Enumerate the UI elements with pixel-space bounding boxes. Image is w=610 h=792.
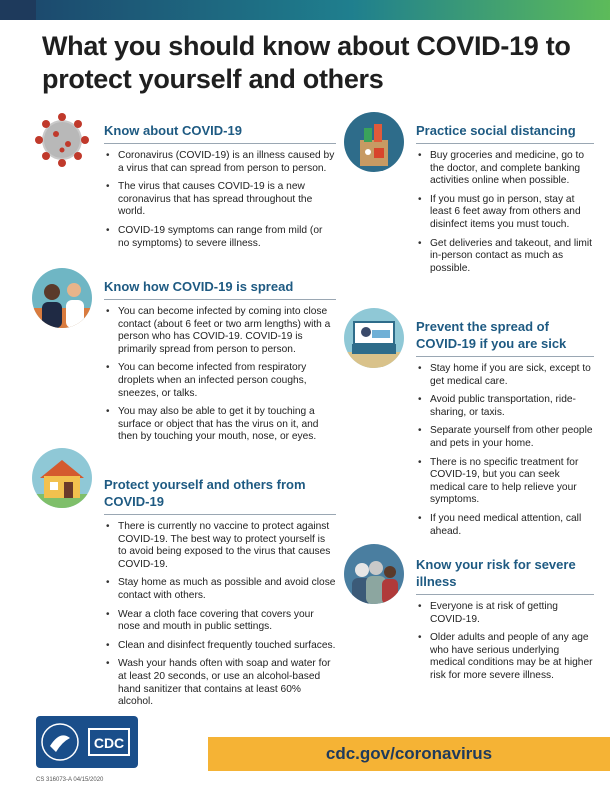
section-heading: Practice social distancing — [416, 123, 576, 138]
list-item: • Wash your hands often with soap and water for at least 20 seconds, or use an alcohol-based hand sanitizer that contains at least 60% alcohol. — [118, 658, 336, 708]
top-banner-dark-block — [0, 0, 36, 20]
list-item: • COVID-19 symptoms can range from mild (or no symptoms) to severe illness. — [118, 225, 336, 250]
list-item: • There is no specific treatment for COVID-19, but you can seek medical care to help relieve your symptoms. — [430, 457, 594, 507]
bullet-list — [104, 150, 336, 250]
bullet-list — [416, 363, 594, 538]
list-item: • You can become infected by coming into close contact (about 6 feet or two arm lengths) with a person who has COVID-19. COVID-19 is primarily spread from person to person. — [118, 306, 336, 356]
section-prevent-spread — [416, 318, 594, 544]
house-icon — [32, 448, 92, 508]
section-divider — [104, 514, 336, 515]
section-know-about-covid — [104, 122, 336, 256]
section-divider — [104, 299, 336, 300]
section-divider — [416, 143, 594, 144]
document-code: CS 316073-A 04/15/2020 — [36, 777, 104, 783]
list-item: • Clean and disinfect frequently touched surfaces. — [118, 640, 336, 653]
section-divider — [416, 356, 594, 357]
top-banner — [0, 0, 610, 20]
list-item: • Get deliveries and takeout, and limit in-person contact as much as possible. — [430, 238, 594, 276]
section-divider — [416, 594, 594, 595]
section-heading: Know how COVID-19 is spread — [104, 279, 294, 294]
sick-at-home-icon — [344, 308, 404, 368]
cdc-logo-text: CDC — [93, 735, 125, 751]
list-item: • Wear a cloth face covering that covers your nose and mouth in public settings. — [118, 609, 336, 634]
bullet-list — [416, 150, 594, 275]
section-social-distancing — [416, 122, 594, 281]
list-item: • Older adults and people of any age who have serious underlying medical conditions may be at higher risk for more severe illness. — [430, 632, 594, 682]
list-item: • The virus that causes COVID-19 is a new coronavirus that has spread throughout the world. — [118, 181, 336, 219]
hhs-cdc-logo — [36, 716, 138, 768]
bullet-list — [416, 601, 594, 683]
section-heading: Know your risk for severe illness — [416, 557, 576, 589]
people-coughing-icon — [32, 268, 92, 328]
footer-url-link[interactable]: cdc.gov/coronavirus — [325, 744, 493, 763]
older-adults-icon — [344, 544, 404, 604]
list-item: • Coronavirus (COVID-19) is an illness caused by a virus that can spread from person to person. — [118, 150, 336, 175]
bullet-list — [104, 521, 336, 709]
section-divider — [104, 143, 336, 144]
section-protect-yourself — [104, 476, 336, 715]
list-item: • There is currently no vaccine to protect against COVID-19. The best way to protect yourself is to avoid being exposed to the virus that causes COVID-19. — [118, 521, 336, 571]
section-know-risk — [416, 556, 594, 689]
list-item: • Stay home as much as possible and avoid close contact with others. — [118, 577, 336, 602]
top-banner-gradient — [36, 0, 610, 20]
list-item: • Stay home if you are sick, except to get medical care. — [430, 363, 594, 388]
list-item: • Everyone is at risk of getting COVID-19. — [430, 601, 594, 626]
list-item: • If you need medical attention, call ahead. — [430, 513, 594, 538]
list-item: • Avoid public transportation, ride-sharing, or taxis. — [430, 394, 594, 419]
groceries-icon — [344, 112, 404, 172]
virus-icon — [32, 110, 92, 170]
section-heading: Know about COVID-19 — [104, 123, 242, 138]
section-heading: Protect yourself and others from COVID-19 — [104, 477, 306, 509]
list-item: • Buy groceries and medicine, go to the doctor, and complete banking activities online when possible. — [430, 150, 594, 188]
bullet-list — [104, 306, 336, 444]
list-item: • Separate yourself from other people and pets in your home. — [430, 425, 594, 450]
page-title: What you should know about COVID-19 to protect yourself and others — [42, 31, 571, 94]
list-item: • If you must go in person, stay at least 6 feet away from others and disinfect items you must touch. — [430, 194, 594, 232]
section-heading: Prevent the spread of COVID-19 if you are sick — [416, 319, 567, 351]
section-how-spread — [104, 278, 336, 450]
list-item: • You may also be able to get it by touching a surface or object that has the virus on it, and then by touching your mouth, nose, or eyes. — [118, 406, 336, 444]
list-item: • You can become infected from respiratory droplets when an infected person coughs, sneezes, or talks. — [118, 362, 336, 400]
